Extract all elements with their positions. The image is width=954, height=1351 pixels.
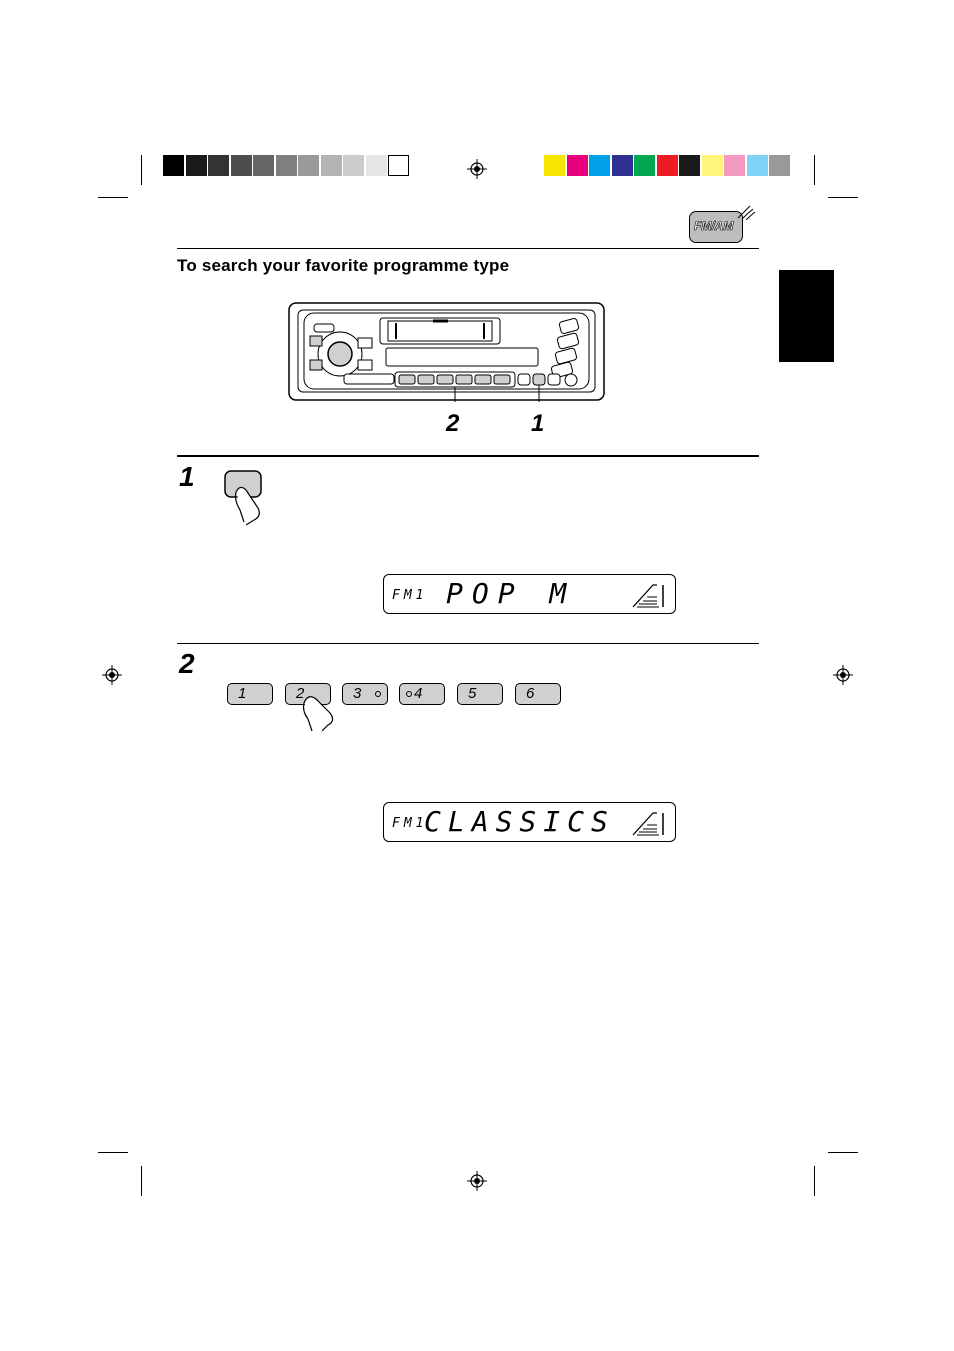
- color-swatch: [388, 155, 409, 176]
- color-swatch: [724, 155, 745, 176]
- color-swatch: [366, 155, 387, 176]
- preset-label: 3: [353, 685, 362, 702]
- preset-dot-icon: [375, 691, 381, 697]
- registration-target-left-icon: [102, 665, 122, 685]
- color-swatch: [298, 155, 319, 176]
- color-swatch: [657, 155, 678, 176]
- color-swatch: [747, 155, 768, 176]
- crop-mark: [98, 197, 128, 198]
- crop-mark: [141, 155, 142, 185]
- crop-mark: [98, 1152, 128, 1153]
- step-2-number: 2: [179, 648, 195, 679]
- color-swatch: [679, 155, 700, 176]
- crop-mark: [814, 155, 815, 185]
- preset-label: 6: [526, 685, 535, 702]
- registration-target-top-icon: [467, 159, 487, 179]
- registration-target-bottom-icon: [467, 1171, 487, 1191]
- preset-button-5[interactable]: [457, 683, 503, 705]
- preset-button-3[interactable]: [342, 683, 388, 705]
- color-swatch: [276, 155, 297, 176]
- color-swatch: [163, 155, 184, 176]
- step-1-rule: [177, 455, 759, 457]
- preset-label: 4: [414, 685, 423, 702]
- language-tab: [779, 270, 834, 362]
- fm-am-badge-label: FM/AM: [694, 219, 734, 233]
- crop-mark: [814, 1166, 815, 1196]
- preset-label: 2: [296, 685, 305, 702]
- color-swatch: [702, 155, 723, 176]
- preset-button-4[interactable]: [399, 683, 445, 705]
- color-swatch: [321, 155, 342, 176]
- car-stereo-illustration: [288, 302, 605, 402]
- preset-dot-icon: [406, 691, 412, 697]
- lcd-display-step-1: [383, 574, 676, 614]
- registration-target-right-icon: [833, 665, 853, 685]
- preset-label: 1: [238, 685, 247, 702]
- crop-mark: [141, 1166, 142, 1196]
- callout-1: 1: [531, 410, 545, 437]
- color-swatch: [231, 155, 252, 176]
- press-finger-icon: [300, 693, 340, 733]
- crop-mark: [828, 1152, 858, 1153]
- lcd-programme-text: POP M: [446, 577, 576, 610]
- color-swatch: [589, 155, 610, 176]
- color-swatch: [343, 155, 364, 176]
- lcd-band-label: FM1: [392, 588, 428, 603]
- crop-mark: [828, 197, 858, 198]
- grayscale-calibration-strip: [163, 155, 411, 176]
- color-swatch: [253, 155, 274, 176]
- preset-button-1[interactable]: [227, 683, 273, 705]
- preset-button-6[interactable]: [515, 683, 561, 705]
- section-heading: To search your favorite programme type: [177, 256, 510, 275]
- color-swatch: [567, 155, 588, 176]
- color-swatch: [186, 155, 207, 176]
- section-rule-top: [177, 248, 759, 249]
- lcd-programme-text: CLASSICS: [424, 805, 615, 838]
- color-swatch: [634, 155, 655, 176]
- press-button-finger-icon: [224, 470, 270, 526]
- callout-2: 2: [446, 410, 460, 437]
- preset-label: 5: [468, 685, 477, 702]
- signal-level-icon: [629, 807, 669, 839]
- lcd-display-step-2: [383, 802, 676, 842]
- fm-am-badge: [689, 211, 743, 243]
- color-swatch: [769, 155, 790, 176]
- step-1-number: 1: [179, 461, 195, 492]
- color-swatch: [612, 155, 633, 176]
- color-swatch: [208, 155, 229, 176]
- signal-level-icon: [629, 579, 669, 611]
- step-2-rule: [177, 643, 759, 644]
- color-calibration-strip: [544, 155, 792, 176]
- color-swatch: [544, 155, 565, 176]
- lcd-band-label: FM1: [392, 816, 428, 831]
- fm-am-radio-icon: [736, 204, 756, 220]
